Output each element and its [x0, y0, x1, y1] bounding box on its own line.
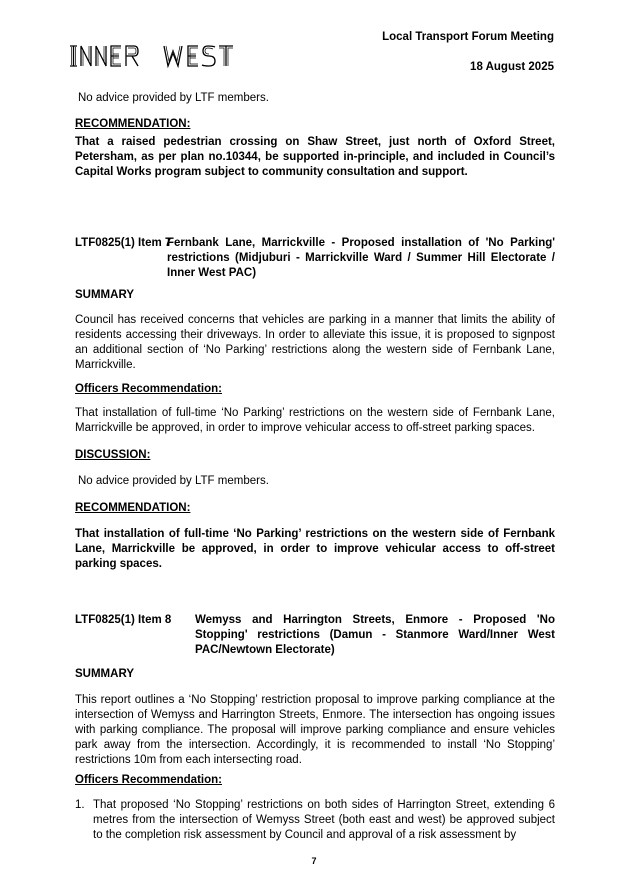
page-number: 7 [311, 856, 317, 866]
item-8-title: Wemyss and Harrington Streets, Enmore - Proposed 'No Stopping' restrictions (Damun - Stanmore Ward/Inner West PAC/Newtown Electorate) [195, 614, 555, 656]
officers-recommendation-heading: Officers Recommendation: [75, 383, 222, 395]
item-8-id: LTF0825(1) Item 8 [75, 614, 172, 626]
officers-recommendation-text: That installation of full-time ‘No Parking’ restrictions on the western side of Fernbank Lane, Marrickville be approved, in order to improve vehicular access to off-street parking spaces. [75, 407, 555, 434]
item-7-title: Fernbank Lane, Marrickville - Proposed installation of 'No Parking' restrictions (Midjuburi - Marrickville Ward / Summer Hill Electorate / Inner West PAC) [167, 237, 555, 279]
recommendation-text: That a raised pedestrian crossing on Shaw Street, just north of Oxford Street, Petersham, as per plan no.10344, be supported in-principle, and included in Council’s Capital Works program subject to community consultation and support. [75, 136, 555, 178]
item-7-heading [75, 236, 555, 281]
officers-recommendation-heading-2: Officers Recommendation: [75, 774, 222, 786]
list-item: 1. That proposed ‘No Stopping’ restrictions on both sides of Harrington Street, extending 6 metres from the intersection of Wemyss Street (both east and west) be approved subject to the completion risk assessment by Council and approval of a risk assessment by [75, 799, 555, 841]
discussion-heading: DISCUSSION: [75, 449, 151, 461]
item-8-heading [75, 613, 555, 658]
recommendation-text-2: That installation of full-time ‘No Parking’ restrictions on the western side of Fernbank Lane, Marrickville be approved, in order to improve vehicular access to off-street parking spaces. [75, 528, 555, 570]
inner-west-logo [68, 44, 268, 68]
discussion-text: No advice provided by LTF members. [78, 475, 269, 487]
summary-text: Council has received concerns that vehicles are parking in a manner that limits the ability of residents accessing their driveways. In order to alleviate this issue, it is proposed to signpost an additional section of ‘No Parking’ restrictions along the western side of Fernbank Lane, Marrickville. [75, 314, 555, 371]
numbered-list [75, 798, 555, 843]
summary-heading: SUMMARY [75, 289, 134, 301]
meeting-title: Local Transport Forum Meeting [382, 31, 554, 43]
recommendation-heading: RECOMMENDATION: [75, 118, 191, 130]
recommendation-heading-2: RECOMMENDATION: [75, 502, 191, 514]
item-7-id: LTF0825(1) Item 7 [75, 237, 172, 249]
ltf-advice: No advice provided by LTF members. [78, 92, 269, 104]
meeting-date: 18 August 2025 [470, 61, 554, 73]
summary-heading-2: SUMMARY [75, 668, 134, 680]
summary-text-2: This report outlines a ‘No Stopping’ restriction proposal to improve parking compliance at the intersection of Wemyss and Harrington Streets, Enmore. The intersection has ongoing issues with parking compliance. The proposal will improve parking compliance and ensure vehicles park away from the intersection. Accordingly, it is recommended to install ‘No Stopping’ restrictions 10m from each intersecting road. [75, 694, 555, 766]
